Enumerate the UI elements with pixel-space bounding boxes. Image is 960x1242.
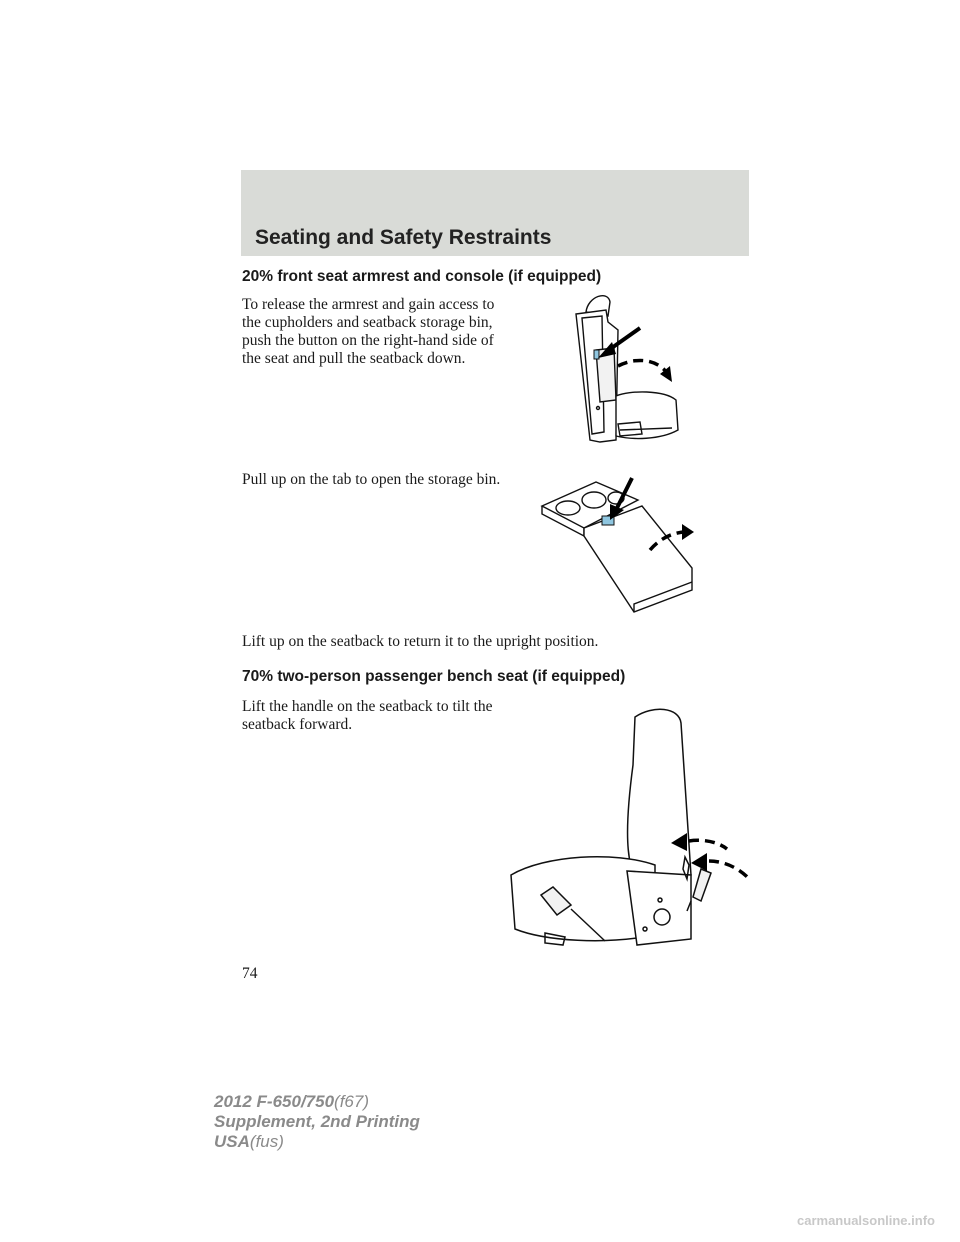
watermark-link[interactable]: carmanualsonline.info [797,1213,935,1228]
section-title: Seating and Safety Restraints [255,226,552,249]
footer-region-code: (fus) [249,1132,284,1151]
armrest-release-text: To release the armrest and gain access to the cupholders and seatback storage bin, push the button on the right-hand side of the seat and pull the seatback down. [242,296,495,367]
section-header-bar [241,170,749,256]
armrest-seat-illustration [560,290,690,450]
subheading-bench-seat: 70% two-person passenger bench seat (if equipped) [242,668,626,685]
subheading-armrest: 20% front seat armrest and console (if equipped) [242,268,602,285]
storage-bin-illustration [538,472,708,617]
footer-model: 2012 F-650/750 [214,1092,335,1111]
bench-seat-illustration [505,705,760,950]
print-footer [214,1092,420,1152]
page-number: 74 [242,965,258,982]
footer-region-line [214,1132,420,1152]
footer-model-code: (f67) [334,1092,370,1111]
storage-bin-text: Pull up on the tab to open the storage bin. [242,471,501,488]
bench-seat-text: Lift the handle on the seatback to tilt the seatback forward. [242,698,493,733]
footer-region: USA [214,1132,250,1151]
footer-model-line [214,1092,420,1112]
footer-printing-line: Supplement, 2nd Printing [214,1112,420,1131]
return-seatback-text: Lift up on the seatback to return it to the upright position. [242,633,599,650]
